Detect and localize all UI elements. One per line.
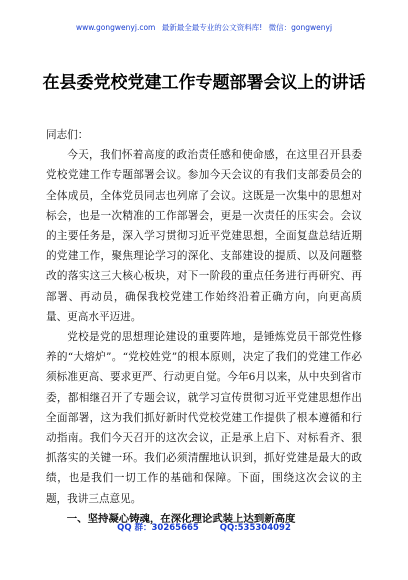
document-body [46, 125, 362, 529]
section-heading: 一、坚持凝心铸魂，在深化理论武装上达到新高度 [66, 512, 296, 525]
footer-qq: QQ:535304092 [219, 523, 291, 533]
body-paragraph: 今天，我们怀着高度的政治责任感和使命感，在这里召开县委党校党建工作专题部署会议。参加今天会议的有我们支部委员会的全体成员，全体党员同志也列席了会议。这既是一次集中的思想对标会，也是一次精准的工作部署会，更是一次责任的压实会。会议的主要任务是，深入学习贯彻习近平党建思想，全面复盘总结近期的党建工作，聚焦理论学习的深化、支部建设的提质、以及问题整改的落实这三大核心板块，对下一阶段的重点任务进行再研究、再部署、再动员，确保我校党建工作始终沿着正确方向，向更高质量、更高水平迈进。 [46, 149, 362, 323]
salutation: 同志们： [46, 129, 89, 141]
footer-banner [0, 521, 408, 533]
footer-qq-group: QQ 群：30265665 [117, 523, 199, 533]
header-wechat: 微信：gongwenyj [268, 23, 333, 32]
header-slogan: 最新最全最专业的公文资料库! [161, 23, 263, 32]
document-title: 在县委党校党建工作专题部署会议上的讲话 [42, 73, 366, 93]
header-banner [0, 22, 408, 33]
body-paragraph: 党校是党的思想理论建设的重要阵地，是锤炼党员干部党性修养的“大熔炉”。“党校姓党”的根本原则，决定了我们的党建工作必须标准更高、要求更严、行动更自觉。今年6月以来，从中央到省市委，都相继召开了专题会议，就学习宣传贯彻习近平党建思想作出全面部署，这为我们抓好新时代党校党建工作提供了根本遵循和行动指南。我们今天召开的这次会议，正是承上启下、对标看齐、狠抓落实的关键一环。我们必须清醒地认识到，抓好党建是最大的政绩，也是我们一切工作的基础和保障。下面，围绕这次会议的主题，我讲三点意见。 [46, 331, 362, 505]
site-url-link[interactable]: www.gongwenyj.com [75, 23, 156, 32]
